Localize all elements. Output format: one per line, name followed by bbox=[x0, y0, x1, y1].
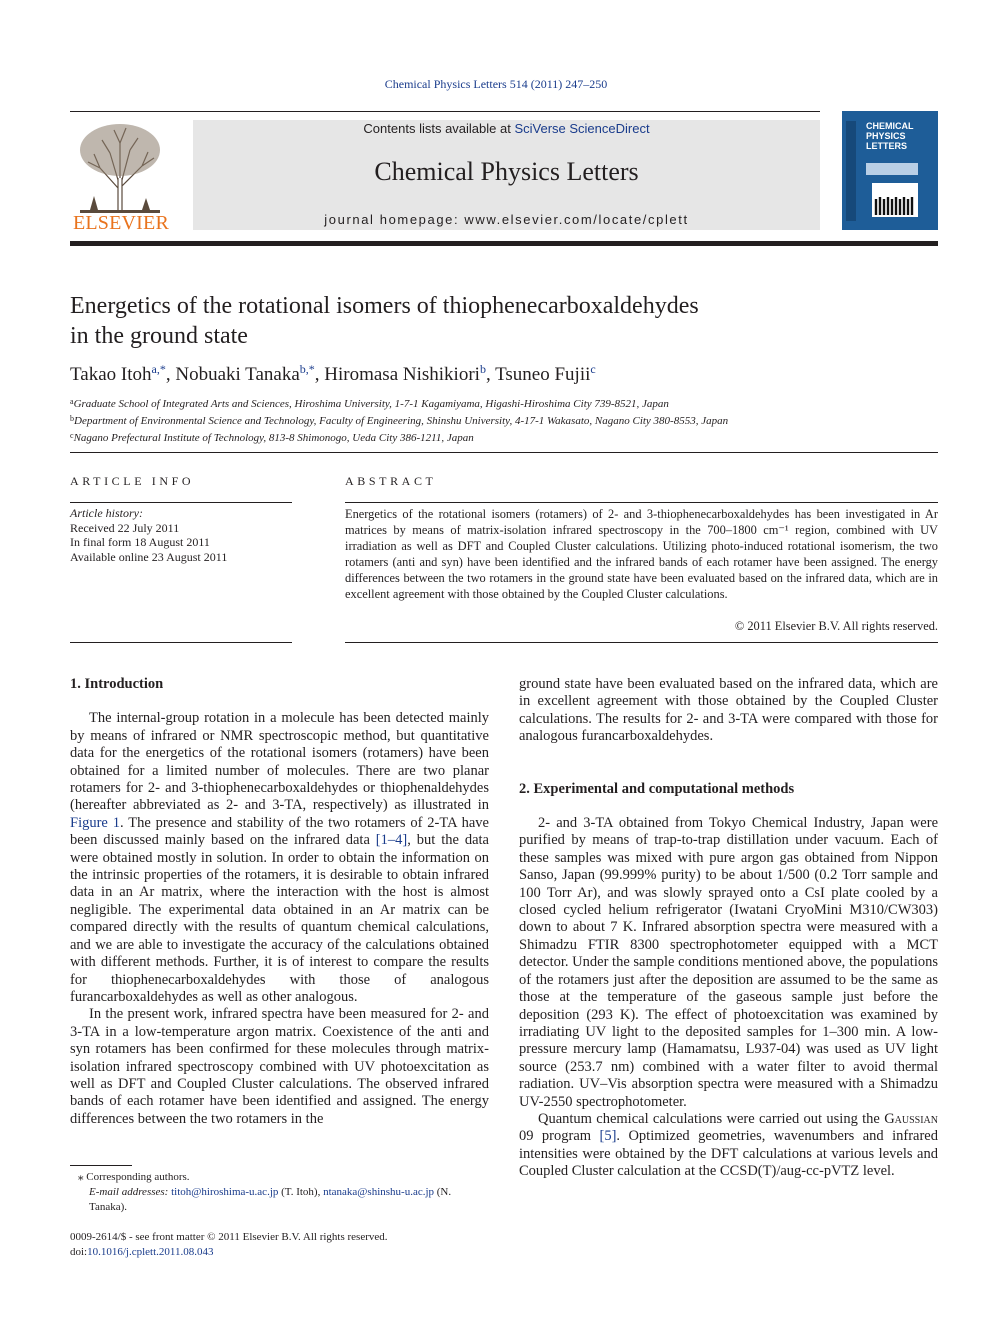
affiliation bbox=[70, 429, 930, 446]
article-title-line: Energetics of the rotational isomers of thiophenecarboxaldehydes bbox=[70, 293, 699, 319]
author-separator: , bbox=[314, 364, 325, 385]
affiliation-text: Department of Environmental Science and Technology, Faculty of Engineering, Shinshu University, 4-17-1 Wakasato, Nagano City 380-8553, Japan bbox=[74, 414, 729, 427]
footnotes bbox=[70, 1170, 490, 1215]
methods-paragraph-1: 2- and 3-TA obtained from Tokyo Chemical Industry, Japan were purified by means of trap-to-trap distillation under vacuum. Each of these samples was mixed with pure argon gas obtained from Nippon Sanso, Japan (99.999% purity) to be about 1/500 (0.2 Torr sample and 100 Torr Ar), and was slowly sprayed onto a CsI plate cooled by a closed cycled helium refrigerator (Iwatani CryoMini M310/CW303) down to about 7 K. Infrared absorption spectra were measured with a Shimadzu FTIR 8300 spectrophotometer equipped with a MCT detector. Under the sample conditions mentioned above, the populations of the rotamers just after the deposition are assumed to be the same as those at the temperature of the gaseous sample just before the deposition (293 K). The effect of photoexcitation was examined by irradiating UV light to the deposited samples for 1–300 min. A low-pressure mercury lamp (Hamamatsu, L937-04) was used as UV light source (253.7 nm) combined with a water filter to avoid thermal radiation. UV–Vis absorption spectra were measured with a Shimadzu UV-2550 spectrophotometer. bbox=[519, 815, 938, 1110]
info-bottom-rule bbox=[70, 642, 292, 643]
author-affiliation-marker[interactable]: b,* bbox=[299, 362, 315, 376]
revised-date: In final form 18 August 2011 bbox=[70, 535, 210, 549]
paragraph-text: 09 program bbox=[519, 1128, 600, 1145]
paragraph-text: , but the data were obtained mostly in solution. In order to obtain the information on the intrinsic properties of the rotamers, it is desirable to obtain infrared data in an Ar matrix, where the interaction with the host is almost negligible. The experimental data obtained in an Ar matrix can be compared directly with the results of quantum chemical calculations, and we are able to investigate the accuracy of the calculations obtained with different methods. Further, it is of interest to compare the results for thiophenecarboxaldehydes with those of analogous furancarboxaldehydes as well as other analogous. bbox=[70, 832, 489, 1005]
author-affiliation-marker[interactable]: b bbox=[479, 362, 486, 376]
figure-1-link[interactable]: Figure 1 bbox=[70, 814, 120, 831]
affiliation-marker: a bbox=[70, 397, 74, 406]
software-name: Gaussian bbox=[884, 1110, 938, 1127]
email-note bbox=[70, 1185, 490, 1215]
author-separator: , bbox=[485, 364, 496, 385]
journal-citation[interactable]: Chemical Physics Letters 514 (2011) 247–250 bbox=[384, 77, 608, 91]
cover-title-line: PHYSICS bbox=[866, 131, 906, 141]
abstract-copyright: © 2011 Elsevier B.V. All rights reserved. bbox=[734, 619, 938, 633]
body-right-column bbox=[519, 676, 938, 1181]
journal-cover-image[interactable] bbox=[842, 111, 938, 230]
header-rule bbox=[70, 111, 820, 112]
publication-info bbox=[70, 1230, 490, 1260]
affiliation-text: Graduate School of Integrated Arts and Sciences, Hiroshima University, 1-7-1 Kagamiyama, Higashi-Hiroshima City 739-8521, Japan bbox=[73, 398, 669, 410]
article-title bbox=[70, 291, 930, 351]
author-name[interactable]: Tsuneo Fujii bbox=[495, 364, 591, 385]
email-owner: (T. Itoh), bbox=[278, 1186, 324, 1198]
contents-prefix: Contents lists available at bbox=[363, 121, 515, 136]
section-heading-methods: 2. Experimental and computational methods bbox=[519, 780, 795, 797]
article-info-rule bbox=[70, 502, 292, 503]
abstract-bottom-rule bbox=[345, 642, 938, 643]
author-name[interactable]: Hiromasa Nishikiori bbox=[324, 364, 480, 385]
author-separator: , bbox=[165, 364, 176, 385]
journal-homepage[interactable]: journal homepage: www.elsevier.com/locate/cplett bbox=[324, 212, 689, 227]
affiliation-marker: c bbox=[70, 430, 74, 440]
email-link-tanaka[interactable]: ntanaka@shinshu-u.ac.jp bbox=[323, 1186, 435, 1198]
paragraph-text: The internal-group rotation in a molecule has been detected mainly by means of infrared or NMR spectroscopic method, but quantitative data for the energetics of the rotational isomers (rotamers) have been obtained for a limited number of molecules. There are two planar rotamers for 2- and 3-thiophenecarboxaldehydes or thiophenaldehydes (hereafter abbreviated as 2- and 3-TA, respectively) as illustrated in bbox=[70, 710, 489, 814]
doi-line bbox=[70, 1245, 490, 1260]
paragraph-text: . The presence and stability of the two rotamers of 2-TA have been discussed mainly based on the infrared data bbox=[70, 814, 489, 849]
cover-title-line: LETTERS bbox=[866, 141, 908, 151]
reference-link-5[interactable]: [5] bbox=[599, 1128, 617, 1145]
author-name[interactable]: Nobuaki Tanaka bbox=[175, 364, 300, 385]
abstract-heading: ABSTRACT bbox=[345, 474, 437, 488]
email-link-itoh[interactable]: titoh@hiroshima-u.ac.jp bbox=[171, 1186, 279, 1198]
sciencedirect-link[interactable]: SciVerse ScienceDirect bbox=[514, 121, 650, 136]
affiliation bbox=[70, 412, 930, 429]
history-label: Article history: bbox=[70, 506, 143, 520]
abstract-text: Energetics of the rotational isomers (rotamers) of 2- and 3-thiophenecarboxaldehydes has been investigated in Ar matrices by means of matrix-isolation infrared spectroscopy in the 700–1800 cm⁻¹ region, combined with UV irradiation as well as DFT and Coupled Cluster calculations. Utilizing photo-induced rotational isomerism, the two rotamers (anti and syn) have been identified and the infrared bands of each rotamer have been assigned. The energy differences between the two rotamers in the ground state have been evaluated based on the infrared data, which are in excellent agreement with those obtained by the Coupled Cluster calculations. bbox=[345, 507, 938, 601]
abstract-rule bbox=[345, 502, 938, 503]
doi-link[interactable]: 10.1016/j.cplett.2011.08.043 bbox=[87, 1246, 214, 1258]
author-affiliation-marker[interactable]: a,* bbox=[151, 362, 166, 376]
author-affiliation-marker[interactable]: c bbox=[590, 362, 596, 376]
intro-paragraph-2: In the present work, infrared spectra have been measured for 2- and 3-TA in a low-temperature argon matrix. Coexistence of the anti and syn rotamers has been confirmed for these molecules through matrix-isolation infrared spectroscopy combined with UV photoexcitation as well as DFT and Coupled Cluster calculations. The observed infrared bands of each rotamer have been identified and assigned. The energy differences between the two rotamers in the bbox=[70, 1006, 489, 1127]
received-date: Received 22 July 2011 bbox=[70, 520, 180, 535]
article-history bbox=[70, 506, 292, 564]
affiliations bbox=[70, 395, 930, 445]
doi-label: doi: bbox=[70, 1246, 88, 1258]
email-owner: (N. Tanaka). bbox=[89, 1186, 452, 1213]
body-left-column bbox=[70, 676, 489, 1128]
methods-paragraph-2 bbox=[519, 1111, 938, 1181]
affiliation bbox=[70, 395, 930, 412]
cover-title-line: CHEMICAL bbox=[866, 121, 914, 131]
intro-paragraph-2-continued: ground state have been evaluated based on the infrared data, which are in excellent agreement with those obtained by the Coupled Cluster calculations. The results for 2- and 3-TA were compared with those for analogous furancarboxaldehydes. bbox=[519, 676, 938, 745]
paragraph-text: Quantum chemical calculations were carried out using the bbox=[538, 1110, 885, 1127]
section-heading-introduction: 1. Introduction bbox=[70, 676, 164, 692]
corresponding-note: ⁎ Corresponding authors. bbox=[78, 1171, 190, 1183]
affiliation-marker: b bbox=[70, 413, 74, 423]
article-info-heading: ARTICLE INFO bbox=[70, 474, 195, 488]
affiliation-text: Nagano Prefectural Institute of Technology, 813-8 Shimonogo, Ueda City 386-1211, Japan bbox=[73, 431, 474, 444]
paragraph-text: . Optimized geometries, wavenumbers and infrared intensities were obtained by the DFT calculations at various levels and Coupled Cluster calculation at the CCSD(T)/aug-cc-pVTZ level. bbox=[519, 1128, 938, 1180]
author-list bbox=[70, 362, 930, 386]
online-date: Available online 23 August 2011 bbox=[70, 549, 228, 564]
intro-paragraph-1 bbox=[70, 710, 489, 1006]
email-label: E-mail addresses: bbox=[89, 1186, 172, 1198]
journal-name: Chemical Physics Letters bbox=[374, 157, 639, 186]
footnote-rule bbox=[70, 1165, 132, 1166]
issn-line: 0009-2614/$ - see front matter © 2011 Elsevier B.V. All rights reserved. bbox=[70, 1231, 388, 1243]
article-title-line: in the ground state bbox=[70, 323, 248, 349]
author-name[interactable]: Takao Itoh bbox=[70, 364, 152, 385]
elsevier-wordmark: ELSEVIER bbox=[72, 212, 170, 234]
affiliation-divider bbox=[70, 452, 938, 453]
cover-graphic bbox=[842, 111, 938, 230]
reference-link-1-4[interactable]: [1–4] bbox=[375, 832, 408, 849]
header-thick-rule bbox=[70, 241, 938, 246]
contents-line bbox=[193, 121, 820, 136]
